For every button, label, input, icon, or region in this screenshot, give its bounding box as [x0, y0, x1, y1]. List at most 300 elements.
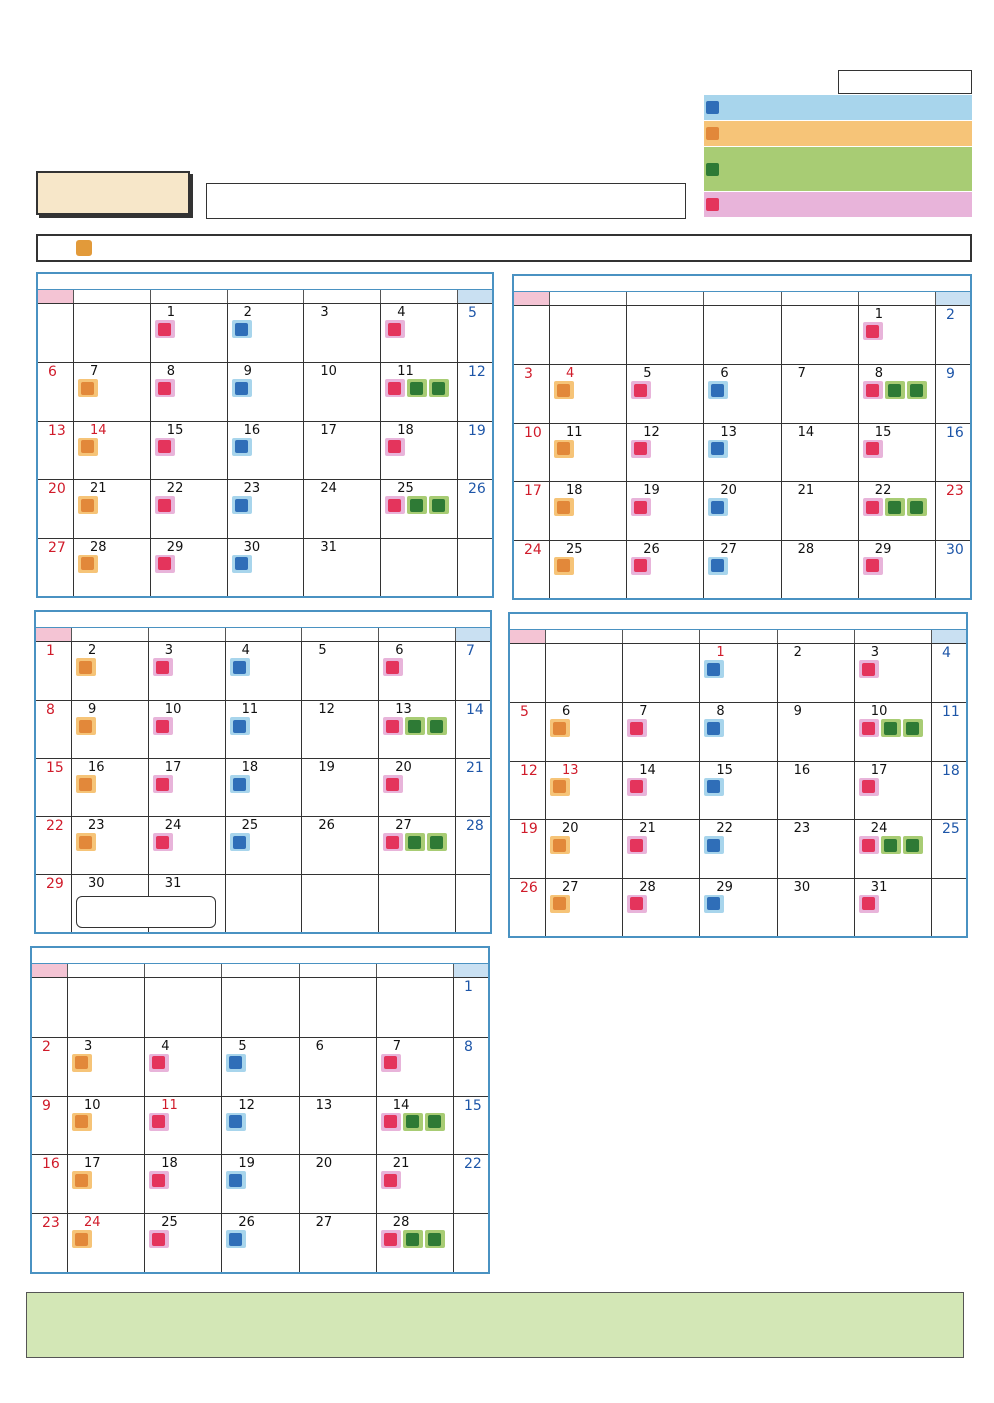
waste-tag-kan [232, 438, 252, 456]
waste-tag-moe [149, 1054, 169, 1072]
waste-pla-icon [79, 836, 92, 849]
waste-tag-moe [153, 717, 173, 735]
day-tags [863, 322, 935, 340]
day-cell [549, 306, 626, 364]
waste-moe-icon [156, 720, 169, 733]
day-cell [73, 479, 150, 537]
waste-tag-moe [385, 379, 405, 397]
waste-pla-icon [553, 897, 566, 910]
waste-tag-fun [427, 717, 447, 735]
day-tags [72, 1230, 144, 1248]
weekday-label [699, 630, 776, 643]
waste-tag-fun [903, 836, 923, 854]
day-cell [227, 479, 304, 537]
day-number: 8 [166, 364, 176, 380]
weekday-label [854, 630, 931, 643]
day-number: 5 [520, 704, 529, 721]
waste-pla-icon [553, 780, 566, 793]
day-cell [36, 874, 71, 932]
day-number: 22 [463, 1156, 482, 1173]
waste-tag-moe [863, 440, 883, 458]
day-tags [153, 717, 225, 735]
day-number: 12 [520, 762, 538, 779]
weekday-label [858, 292, 935, 305]
waste-tag-kan [232, 496, 252, 514]
day-cell [71, 816, 148, 874]
weekday-label [514, 292, 549, 305]
day-number: 1 [874, 307, 884, 322]
day-tags [155, 555, 227, 573]
day-number: 12 [643, 424, 660, 440]
waste-tag-moe [627, 719, 647, 737]
day-cell [38, 304, 73, 362]
legend [704, 95, 972, 218]
waste-moe-icon [386, 778, 399, 791]
waste-pla-icon [81, 382, 94, 395]
day-number: 11 [161, 1097, 178, 1113]
waste-kan-icon [229, 1233, 242, 1246]
day-number: 2 [88, 643, 97, 658]
weekday-label [221, 964, 298, 977]
day-cell [376, 1154, 453, 1213]
waste-tag-moe [859, 895, 879, 913]
day-cell [699, 702, 776, 760]
day-cell [221, 1213, 298, 1272]
waste-kan-icon [229, 1174, 242, 1187]
waste-fun-icon [910, 501, 923, 514]
day-number: 25 [397, 481, 414, 497]
day-cell [781, 481, 858, 539]
month-calendar [36, 272, 494, 598]
day-cell [32, 1096, 67, 1155]
day-cell [935, 481, 970, 539]
waste-moe-icon [386, 661, 399, 674]
day-cell [73, 362, 150, 420]
day-tags [627, 836, 699, 854]
waste-pla-icon [557, 501, 570, 514]
waste-tag-pla [78, 438, 98, 456]
day-tags [78, 496, 150, 514]
day-cell [378, 874, 455, 932]
waste-moe-icon [388, 499, 401, 512]
day-cell [380, 538, 457, 596]
waste-fun-icon [432, 382, 445, 395]
day-cell [380, 362, 457, 420]
legend-days [854, 121, 972, 146]
day-cell [703, 481, 780, 539]
waste-moe-icon [866, 325, 879, 338]
day-cell [301, 700, 378, 758]
day-cell [150, 538, 227, 596]
day-cell [626, 306, 703, 364]
day-number: 21 [90, 481, 107, 497]
waste-tag-moe [381, 1054, 401, 1072]
waste-icon [706, 163, 719, 176]
day-number: 27 [48, 539, 66, 556]
waste-moe-icon [862, 722, 875, 735]
month-grid [36, 642, 490, 932]
day-cell [626, 481, 703, 539]
day-cell [32, 978, 67, 1037]
waste-tag-pla [550, 778, 570, 796]
day-number: 12 [468, 364, 486, 381]
waste-moe-icon [634, 559, 647, 572]
day-cell [703, 306, 780, 364]
day-tags [550, 719, 622, 737]
day-tags [863, 381, 935, 399]
waste-pla-icon [81, 499, 94, 512]
waste-tag-moe [631, 498, 651, 516]
waste-kan-icon [711, 384, 724, 397]
day-number: 19 [520, 821, 538, 838]
month-calendar [508, 612, 968, 938]
waste-kan-icon [235, 557, 248, 570]
day-cell [378, 700, 455, 758]
day-cell [931, 819, 966, 877]
day-cell [699, 644, 776, 702]
day-cell [781, 423, 858, 481]
day-cell [67, 1154, 144, 1213]
waste-tag-kan [232, 320, 252, 338]
day-cell [221, 1096, 298, 1155]
day-tags [226, 1113, 298, 1131]
day-number: 22 [874, 483, 892, 499]
waste-moe-icon [634, 384, 647, 397]
day-cell [299, 1154, 376, 1213]
day-number: 27 [315, 1215, 333, 1231]
waste-kan-icon [711, 501, 724, 514]
day-number: 6 [48, 364, 57, 381]
weekday-label [36, 628, 71, 641]
day-cell [150, 362, 227, 420]
day-number: 4 [397, 305, 406, 320]
day-cell [703, 364, 780, 422]
day-number: 1 [716, 645, 725, 660]
day-number: 2 [945, 307, 955, 323]
weekday-label [455, 628, 490, 641]
day-cell [931, 644, 966, 702]
month-grid [514, 306, 970, 598]
waste-tag-moe [149, 1171, 169, 1189]
day-number: 27 [395, 818, 412, 833]
day-tags [153, 833, 225, 851]
waste-tag-fun [425, 1113, 445, 1131]
waste-kan-icon [235, 382, 248, 395]
bulky-waste-notice [36, 234, 972, 262]
waste-tag-kan [232, 379, 252, 397]
legend-days [854, 192, 972, 217]
waste-cass-icon [884, 722, 897, 735]
day-tags [381, 1230, 453, 1248]
day-cell [514, 306, 549, 364]
day-number: 8 [463, 1038, 473, 1055]
day-number: 16 [42, 1156, 60, 1173]
day-cell [854, 644, 931, 702]
waste-tag-moe [155, 496, 175, 514]
day-cell [150, 479, 227, 537]
waste-tag-pla [554, 440, 574, 458]
day-number: 18 [241, 760, 259, 775]
day-cell [148, 642, 225, 700]
waste-pla-icon [75, 1233, 88, 1246]
waste-moe-icon [384, 1056, 397, 1069]
waste-tag-kan [704, 660, 724, 678]
day-number: 30 [945, 541, 964, 558]
weekday-label [67, 964, 144, 977]
day-cell [514, 481, 549, 539]
day-cell [36, 758, 71, 816]
day-cell [301, 816, 378, 874]
day-cell [457, 304, 492, 362]
day-tags [631, 498, 703, 516]
day-number: 5 [468, 305, 477, 321]
waste-tag-fun [907, 381, 927, 399]
day-tags [155, 379, 227, 397]
day-cell [626, 423, 703, 481]
day-number: 13 [562, 762, 579, 778]
day-number: 11 [941, 704, 960, 721]
day-number: 3 [84, 1038, 93, 1054]
month-title [38, 274, 492, 290]
waste-moe-icon [862, 780, 875, 793]
day-number: 14 [466, 702, 484, 718]
waste-tag-moe [383, 833, 403, 851]
day-cell [227, 304, 304, 362]
waste-fun-icon [906, 839, 919, 852]
day-tags [149, 1113, 221, 1131]
waste-tag-moe [385, 438, 405, 456]
waste-tag-pla [550, 836, 570, 854]
day-cell [71, 642, 148, 700]
day-cell [303, 421, 380, 479]
waste-tag-pla [78, 496, 98, 514]
day-tags [631, 440, 703, 458]
day-tags [627, 895, 699, 913]
day-number: 9 [793, 704, 802, 720]
day-number: 13 [48, 422, 66, 439]
day-cell [221, 1037, 298, 1096]
day-tags [381, 1054, 453, 1072]
day-number: 26 [238, 1215, 255, 1231]
day-cell [225, 758, 302, 816]
waste-kan-icon [707, 780, 720, 793]
day-number: 31 [870, 879, 888, 895]
day-cell [626, 364, 703, 422]
waste-moe-icon [156, 661, 169, 674]
day-tags [859, 719, 931, 737]
day-number: 29 [716, 879, 733, 895]
day-cell [457, 421, 492, 479]
day-tags [383, 658, 455, 676]
waste-tag-moe [149, 1230, 169, 1248]
waste-tag-moe [155, 320, 175, 338]
day-tags [78, 379, 150, 397]
waste-tag-cass [405, 833, 425, 851]
day-number: 19 [468, 422, 486, 439]
waste-tag-pla [550, 895, 570, 913]
day-number: 5 [318, 643, 327, 658]
waste-tag-pla [550, 719, 570, 737]
month-grid [510, 644, 966, 936]
waste-moe-icon [866, 501, 879, 514]
day-cell [510, 878, 545, 936]
waste-icon [706, 101, 719, 114]
day-number: 4 [161, 1038, 170, 1054]
waste-moe-icon [386, 836, 399, 849]
waste-tag-pla [554, 498, 574, 516]
waste-tag-kan [232, 555, 252, 573]
waste-moe-icon [152, 1115, 165, 1128]
day-tags [859, 836, 931, 854]
legend-days [854, 95, 972, 120]
day-cell [303, 362, 380, 420]
day-number: 10 [870, 704, 888, 720]
day-tags [554, 440, 626, 458]
day-number: 22 [716, 821, 733, 837]
waste-tag-pla [78, 379, 98, 397]
waste-moe-icon [156, 778, 169, 791]
day-number: 30 [88, 876, 105, 891]
day-cell [777, 878, 854, 936]
waste-tag-kan [226, 1230, 246, 1248]
day-number: 16 [243, 422, 261, 438]
day-tags [230, 833, 302, 851]
weekday-header [514, 292, 970, 306]
day-tags [631, 381, 703, 399]
waste-tag-pla [72, 1171, 92, 1189]
day-tags [859, 660, 931, 678]
weekday-label [777, 630, 854, 643]
day-cell [148, 700, 225, 758]
day-cell [622, 702, 699, 760]
day-number: 14 [639, 762, 656, 778]
day-number: 23 [793, 821, 811, 837]
day-cell [225, 642, 302, 700]
waste-kan-icon [229, 1056, 242, 1069]
day-number: 7 [797, 366, 806, 382]
day-cell [549, 540, 626, 598]
waste-tag-moe [153, 658, 173, 676]
weekday-label [71, 628, 148, 641]
day-cell [626, 540, 703, 598]
day-tags [627, 719, 699, 737]
day-cell [935, 306, 970, 364]
day-tags [149, 1230, 221, 1248]
waste-tag-fun [429, 379, 449, 397]
weekday-label [301, 628, 378, 641]
waste-tag-pla [76, 833, 96, 851]
day-number: 17 [164, 760, 182, 775]
waste-fun-icon [430, 720, 443, 733]
legend-name [704, 192, 854, 217]
day-cell [455, 700, 490, 758]
day-number: 15 [874, 424, 892, 440]
day-tags [550, 836, 622, 854]
day-tags [859, 778, 931, 796]
day-cell [935, 540, 970, 598]
day-tags [149, 1054, 221, 1072]
day-tags [76, 717, 148, 735]
day-number: 19 [643, 483, 660, 499]
day-number: 26 [520, 879, 538, 896]
day-cell [781, 540, 858, 598]
phone-icon [76, 240, 92, 256]
day-number: 28 [639, 879, 656, 895]
legend-name [704, 121, 854, 146]
day-cell [935, 423, 970, 481]
day-cell [858, 481, 935, 539]
day-cell [144, 978, 221, 1037]
footer-offices [26, 1292, 964, 1358]
day-number: 25 [241, 818, 259, 833]
waste-moe-icon [158, 557, 171, 570]
day-cell [38, 421, 73, 479]
day-number: 8 [716, 704, 725, 720]
day-number: 6 [720, 366, 729, 382]
day-number: 13 [720, 424, 737, 440]
day-number: 11 [241, 702, 259, 717]
waste-cass-icon [888, 501, 901, 514]
day-cell [225, 874, 302, 932]
day-cell [457, 538, 492, 596]
waste-moe-icon [388, 382, 401, 395]
day-number: 6 [562, 704, 571, 720]
day-number: 7 [466, 643, 475, 659]
day-cell [376, 978, 453, 1037]
waste-kan-icon [711, 442, 724, 455]
day-number: 6 [315, 1038, 324, 1054]
day-cell [854, 761, 931, 819]
waste-pla-icon [79, 720, 92, 733]
waste-moe-icon [630, 897, 643, 910]
day-number: 4 [566, 366, 575, 382]
day-number: 31 [164, 876, 182, 891]
waste-cass-icon [408, 720, 421, 733]
day-cell [36, 642, 71, 700]
day-number: 2 [42, 1038, 51, 1055]
waste-tag-pla [78, 555, 98, 573]
day-cell [510, 644, 545, 702]
day-cell [455, 816, 490, 874]
month-title [32, 948, 488, 964]
day-cell [858, 306, 935, 364]
memo-box[interactable] [206, 183, 686, 219]
day-number: 20 [395, 760, 412, 775]
waste-tag-moe [863, 498, 883, 516]
waste-kan-icon [707, 663, 720, 676]
weekday-label [626, 292, 703, 305]
day-number: 11 [566, 424, 583, 440]
day-number: 28 [797, 541, 815, 557]
day-tags [383, 717, 455, 735]
day-number: 12 [318, 702, 335, 717]
waste-moe-icon [862, 839, 875, 852]
waste-kan-icon [235, 440, 248, 453]
day-number: 19 [238, 1156, 255, 1172]
day-cell [854, 702, 931, 760]
day-number: 1 [46, 643, 55, 659]
weekday-label [227, 290, 304, 303]
waste-moe-icon [862, 897, 875, 910]
day-number: 8 [874, 366, 884, 382]
waste-cass-icon [408, 836, 421, 849]
waste-tag-moe [155, 555, 175, 573]
day-number: 8 [46, 702, 55, 718]
waste-tag-pla [554, 381, 574, 399]
weekday-label [931, 630, 966, 643]
day-number: 3 [524, 366, 533, 383]
day-number: 9 [945, 366, 955, 383]
